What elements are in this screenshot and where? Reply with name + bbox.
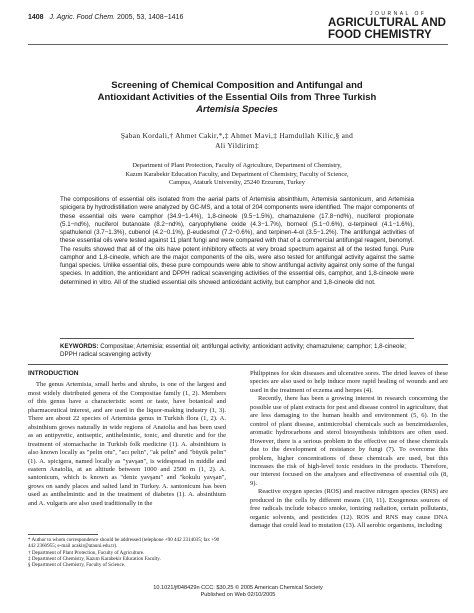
journal-citation: J. Agric. Food Chem. [49,14,116,21]
keywords-label: KEYWORDS: [60,343,99,350]
body-divider [28,364,448,365]
affiliation-line1: Department of Plant Protection, Faculty of Agriculture, Department of Chemistry, [132,162,342,169]
body-column-left [28,370,226,508]
body-column-right [250,370,448,531]
title-line1: Screening of Chemical Composition and Antifungal and [111,80,363,91]
header-divider [28,44,448,45]
page-header [28,12,448,42]
footnote-divider [28,534,98,535]
journal-logo-line3: FOOD CHEMISTRY [328,28,432,41]
journal-logo-line2: AGRICULTURAL AND [328,17,446,29]
abstract: The compositions of essential oils isolated from the aerial parts of Artemisia absinthium, Artemisia santonicum, and Artemisia spicigera by hydrodistillation were analyzed by GC-MS, and a total of 204 components were identified. The major components of these essential oils were camphor (34.9−1.4%), 1,8-cineole (9.5−1.5%), chamazulene (17.8−nd%), nuciferol propionate (5.1−nd%), nuciferol butanoate (8.2−nd%), caryophyllene oxide (4.3−1.7%), borneol (5.1−0.6%), α-terpineol (4.1−1.6%), spathulenol (3.7−1.3%), cubenol (4.2−0.1%), β-eudesmol (7.2−0.6%), and terpinen-4-ol (3.5−1.2%). The antifungal activities of these essential oils were tested against 11 plant fungi and were compared with that of a commercial antifungal reagent, benomyl. The results showed that all of the oils have potent inhibitory effects at very broad spectrum against all of the tested fungi. Pure camphor and 1,8-cineole, which are the major components of the oils, were also tested for antifungal activity against the same fungal species. Unlike essential oils, these pure compounds were able to show antifungal activity against only some of the fungal species. In addition, the antioxidant and DPPH radical scavenging activities of the essential oils, camphor, and 1,8-cineole were determined in vitro. All of the studied essential oils showed antioxidant activity, but camphor and 1,8-cineole did not. [60,196,414,286]
footnotes [28,537,226,568]
year-volume-pages: 2005, 53, 1408−1416 [116,14,184,21]
journal-logo [328,12,448,41]
affiliations [60,162,414,188]
footer-published: Published on Web 02/10/2005 [200,592,276,599]
affiliation-line3: Campus, Ataturk University, 25240 Erzurum, Turkey [169,179,305,187]
authors-line1: Şaban Kordali,† Ahmet Cakir,*,‡ Ahmet Mavi,‡ Hamdullah Kilic,§ and [120,131,354,140]
page-footer [28,585,448,600]
introduction-paragraph-4: Reactive oxygen species (ROS) and reactive nitrogen species (RNS) are produced in the cells by different means (10, 11). Exogenous sources of free radicals include tobacco smoke, ionizing radiation, certain pollutants, organic solvents, and pesticides (12). ROS and RNS may cause DNA damage that could lead to mutation (13). All aerobic organisms, including [250,488,448,530]
introduction-heading: INTRODUCTION [28,370,79,377]
introduction-paragraph-1: The genus Artemisia, small herbs and shrubs, is one of the largest and most widely distributed genera of the Compositae family (1, 2). Members of this genus have a characteristic scent or taste, have botanical and pharmaceutical interest, and are used in the liquor-making industry (1, 3). There are about 22 species of Artemisia genus in Turkish flora (1, 2). A. absinthium grows naturally in wide regions of Anatolia and has been used as an antipyretic, antiseptic, antihelmintic, tonic, and diuretic and for the treatment of stomachache in Turkish folk medicine (1). A. absinthium is also known locally as "pelin otu", "acı pelin", "ak pelin" and "büyük pelin" (1). A. spicigera, named locally as "yavşan", is widespread in middle and eastern Anatolia, at an altitude between 1000 and 2500 m (1, 2). A. santonicum, which is known as "deniz yavşanı" and "kokulu yavşan", grows on sandy places and salted land in Turkey. A. santonicum has been used as antihelmintic and in the treatment of diabetes (1). A. absinthium and A. vulgaris are also used traditionally in the [28,381,226,507]
running-header [28,14,183,21]
keywords-text: Compositae; Artemisia; essential oil; antifungal activity; antioxidant activity; chamazulene; camphor; 1,8-cineole; DPPH radical scavenging activity [60,343,406,359]
affiliation-line2: Kazım Karabekir Education Faculty, and Department of Chemistry, Faculty of Science, [125,170,349,178]
article-title [60,80,414,116]
page-number: 1408 [28,14,44,21]
footnote-dagger: † Department of Plant Protection, Faculty of Agriculture. [28,549,145,556]
introduction-paragraph-2: Philippines for skin diseases and ulcerative sores. The dried leaves of these species are also used to help induce more rapid healing of wounds and are used in the treatment of eczema and herpes (4). [250,370,448,394]
footnote-section: § Department of Chemistry, Faculty of Science. [28,562,126,569]
keywords-divider [60,338,414,339]
footnote-corresponding: * Author to whom correspondence should be addressed (telephone +90 442 2314035; fax +90 442 2360955; e-mail acakir@atauni.edu.tr). [28,537,220,550]
keywords [60,343,414,360]
footer-doi: 10.1021/jf048429n CCC: $30.25 © 2005 American Chemical Society [153,585,323,591]
authors-line2: Ali Yildirim‡ [215,141,259,150]
journal-logo-line1: JOURNAL OF [370,11,427,17]
title-line2: Antioxidant Activities of the Essential Oils from Three Turkish [97,92,377,103]
footnote-ddagger: ‡ Department of Chemistry, Kazım Karabekir Education Faculty. [28,555,161,562]
author-list [40,131,434,151]
introduction-paragraph-3: Recently, there has been a growing interest in research concerning the possible use of plant extracts for pest and disease control in agriculture, that are less damaging to the human health and environment (5, 6). In the control of plant disease, antimicrobial chemicals such as benzimidazoles, aromatic hydrocarbons and sterol biosynthesis inhibitors are often used. However, there is a serious problem in the effective use of these chemicals due to the development of resistance by fungi (7). To overcome this problem, higher concentrations of these chemicals are used, but this increases the risk of high-level toxic residues in the products. Therefore, our interest focused on the analyses and effectiveness of essential oils (8, 9). [250,395,448,487]
title-line3: Artemisia Species [196,104,278,115]
